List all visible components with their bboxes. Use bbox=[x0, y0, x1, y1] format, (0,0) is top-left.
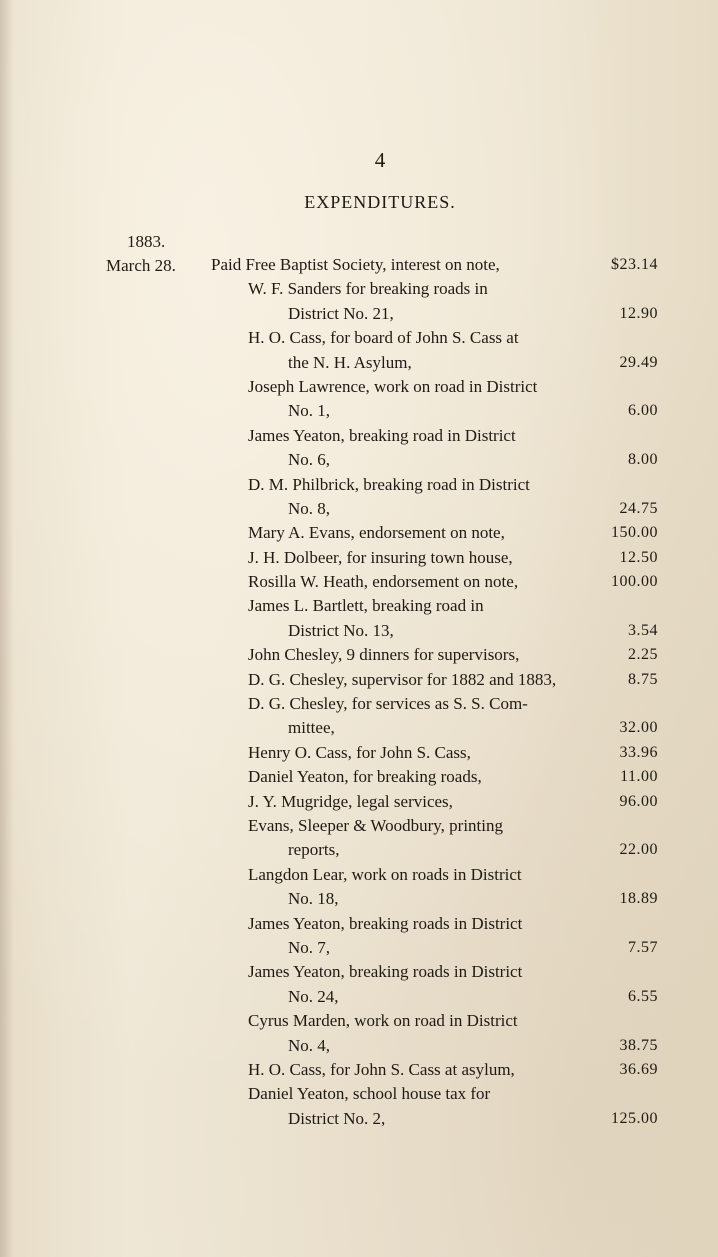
expenditure-amount: 11.00 bbox=[620, 768, 658, 786]
expenditure-line bbox=[0, 790, 718, 814]
expenditure-description: No. 4, bbox=[288, 1035, 331, 1055]
expenditure-amount: 24.75 bbox=[619, 499, 658, 517]
expenditure-line bbox=[0, 985, 718, 1009]
expenditure-line bbox=[0, 1034, 718, 1058]
expenditure-description: H. O. Cass, for board of John S. Cass at bbox=[248, 328, 519, 348]
expenditure-description: D. G. Chesley, supervisor for 1882 and 1883, bbox=[248, 669, 557, 689]
expenditure-amount: 100.00 bbox=[611, 573, 658, 591]
entry-date: March 28. bbox=[106, 256, 176, 275]
expenditure-amount: 2.25 bbox=[628, 646, 658, 664]
expenditure-line bbox=[0, 838, 718, 862]
expenditure-line bbox=[0, 668, 718, 692]
expenditure-line bbox=[0, 399, 718, 423]
page-number: 4 bbox=[374, 148, 386, 172]
expenditure-line bbox=[0, 570, 718, 594]
expenditure-description: Paid Free Baptist Society, interest on note, bbox=[211, 255, 500, 274]
expenditure-line bbox=[0, 1009, 718, 1033]
expenditure-amount: 6.00 bbox=[628, 402, 658, 420]
expenditure-description: Langdon Lear, work on roads in District bbox=[248, 864, 522, 884]
expenditure-list bbox=[0, 253, 718, 1131]
expenditure-amount: 22.00 bbox=[619, 841, 658, 859]
expenditure-description: No. 8, bbox=[288, 498, 331, 518]
expenditure-amount: 38.75 bbox=[619, 1036, 658, 1054]
expenditure-line bbox=[0, 936, 718, 960]
expenditure-amount: 33.96 bbox=[619, 743, 658, 761]
page-heading: EXPENDITURES. bbox=[304, 192, 456, 212]
expenditure-line bbox=[0, 887, 718, 911]
expenditure-description: D. M. Philbrick, breaking road in District bbox=[248, 474, 530, 494]
expenditure-description: James Yeaton, breaking roads in District bbox=[248, 913, 523, 933]
expenditure-description: J. H. Dolbeer, for insuring town house, bbox=[248, 547, 513, 567]
expenditure-description: J. Y. Mugridge, legal services, bbox=[248, 791, 453, 811]
expenditure-line bbox=[0, 1058, 718, 1082]
expenditure-description: Mary A. Evans, endorsement on note, bbox=[248, 523, 505, 543]
expenditure-line bbox=[0, 619, 718, 643]
entry-year: 1883. bbox=[127, 232, 166, 251]
expenditure-description: No. 18, bbox=[288, 889, 339, 909]
expenditure-line bbox=[0, 473, 718, 497]
expenditure-description: Henry O. Cass, for John S. Cass, bbox=[248, 742, 471, 762]
expenditure-line bbox=[0, 253, 718, 277]
expenditure-line bbox=[0, 375, 718, 399]
expenditure-line bbox=[0, 277, 718, 301]
expenditure-description: Joseph Lawrence, work on road in District bbox=[248, 376, 538, 396]
expenditure-line bbox=[0, 521, 718, 545]
expenditure-line bbox=[0, 351, 718, 375]
expenditure-description: James Yeaton, breaking roads in District bbox=[248, 962, 523, 982]
expenditure-description: reports, bbox=[288, 840, 340, 860]
expenditure-description: John Chesley, 9 dinners for supervisors, bbox=[248, 645, 520, 665]
expenditure-amount: 8.75 bbox=[628, 670, 658, 688]
expenditure-description: Cyrus Marden, work on road in District bbox=[248, 1011, 518, 1031]
expenditure-description: District No. 21, bbox=[288, 303, 394, 323]
expenditure-description: James L. Bartlett, breaking road in bbox=[248, 596, 484, 616]
expenditure-description: James Yeaton, breaking road in District bbox=[248, 425, 516, 445]
expenditure-line bbox=[0, 741, 718, 765]
expenditure-line bbox=[0, 302, 718, 326]
expenditure-description: No. 24, bbox=[288, 986, 339, 1006]
expenditure-description: No. 1, bbox=[288, 401, 331, 421]
expenditure-amount: 18.89 bbox=[619, 890, 658, 908]
expenditure-line bbox=[0, 1107, 718, 1131]
expenditure-amount: 36.69 bbox=[619, 1060, 658, 1078]
expenditure-line bbox=[0, 814, 718, 838]
expenditure-description: No. 7, bbox=[288, 937, 331, 957]
expenditure-amount: 12.50 bbox=[619, 548, 658, 566]
expenditure-amount: 150.00 bbox=[611, 524, 658, 542]
expenditure-amount: $23.14 bbox=[611, 256, 658, 273]
expenditure-description: Daniel Yeaton, for breaking roads, bbox=[248, 767, 482, 787]
expenditure-description: Rosilla W. Heath, endorsement on note, bbox=[248, 572, 519, 592]
expenditure-amount: 125.00 bbox=[611, 1109, 658, 1127]
expenditure-line bbox=[0, 863, 718, 887]
expenditure-line bbox=[0, 960, 718, 984]
expenditure-line bbox=[0, 594, 718, 618]
expenditure-amount: 32.00 bbox=[619, 719, 658, 737]
expenditure-line bbox=[0, 765, 718, 789]
expenditure-description: District No. 13, bbox=[288, 620, 394, 640]
expenditure-description: mittee, bbox=[288, 718, 335, 738]
expenditure-line bbox=[0, 643, 718, 667]
expenditure-amount: 8.00 bbox=[628, 451, 658, 469]
expenditure-line bbox=[0, 1082, 718, 1106]
expenditure-line bbox=[0, 912, 718, 936]
expenditure-amount: 96.00 bbox=[619, 792, 658, 810]
expenditure-line bbox=[0, 326, 718, 350]
expenditure-amount: 3.54 bbox=[628, 621, 658, 639]
expenditure-line bbox=[0, 497, 718, 521]
expenditure-description: Evans, Sleeper & Woodbury, printing bbox=[248, 815, 504, 835]
expenditure-description: H. O. Cass, for John S. Cass at asylum, bbox=[248, 1059, 515, 1079]
expenditure-line bbox=[0, 716, 718, 740]
expenditure-amount: 29.49 bbox=[619, 353, 658, 371]
expenditure-description: the N. H. Asylum, bbox=[288, 352, 412, 372]
expenditure-line bbox=[0, 692, 718, 716]
expenditure-line bbox=[0, 448, 718, 472]
expenditure-line bbox=[0, 546, 718, 570]
expenditure-description: No. 6, bbox=[288, 450, 331, 470]
expenditure-description: Daniel Yeaton, school house tax for bbox=[248, 1084, 491, 1104]
expenditure-amount: 6.55 bbox=[628, 987, 658, 1005]
expenditure-description: D. G. Chesley, for services as S. S. Com- bbox=[248, 694, 528, 714]
expenditure-line bbox=[0, 424, 718, 448]
expenditure-amount: 7.57 bbox=[628, 938, 658, 956]
expenditure-amount: 12.90 bbox=[619, 304, 658, 322]
expenditure-description: W. F. Sanders for breaking roads in bbox=[248, 279, 488, 299]
expenditure-description: District No. 2, bbox=[288, 1108, 386, 1128]
